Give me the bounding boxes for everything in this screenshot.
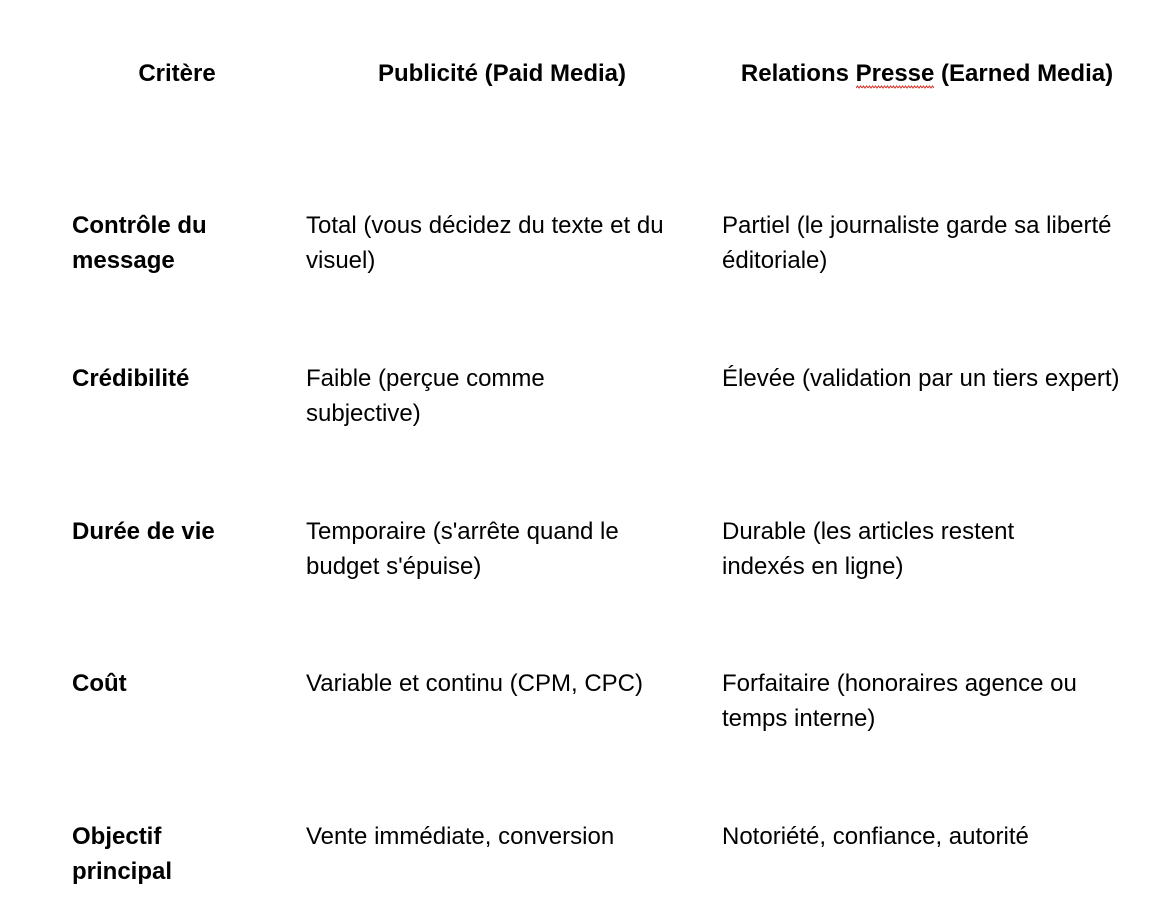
header-criterion: Critère bbox=[138, 60, 216, 87]
cell-earned-main-objective: Notoriété, confiance, autorité bbox=[722, 823, 1029, 850]
cell-earned-credibility: Élevée (validation par un tiers expert) bbox=[722, 365, 1120, 392]
row-label-credibility: Crédibilité bbox=[72, 365, 190, 392]
cell-paid-lifespan: Temporaire (s'arrête quand le budget s'épuise) bbox=[306, 518, 619, 580]
header-earned-media bbox=[722, 56, 1132, 91]
spellcheck-flagged-word[interactable]: Presse bbox=[855, 60, 935, 87]
header-earned-suffix: (Earned Media) bbox=[934, 60, 1114, 87]
header-paid-media: Publicité (Paid Media) bbox=[377, 60, 627, 87]
cell-paid-credibility: Faible (perçue comme subjective) bbox=[306, 365, 545, 427]
row-label-lifespan: Durée de vie bbox=[72, 518, 215, 545]
cell-paid-message-control: Total (vous décidez du texte et du visuel) bbox=[306, 212, 664, 274]
cell-paid-cost: Variable et continu (CPM, CPC) bbox=[306, 670, 644, 697]
cell-paid-main-objective: Vente immédiate, conversion bbox=[306, 823, 615, 850]
row-label-cost: Coût bbox=[72, 670, 127, 697]
header-earned-prefix: Relations bbox=[740, 60, 856, 87]
cell-earned-cost: Forfaitaire (honoraires agence ou temps interne) bbox=[722, 670, 1077, 732]
cell-earned-message-control: Partiel (le journaliste garde sa liberté éditoriale) bbox=[722, 212, 1112, 274]
row-label-message-control: Contrôle du message bbox=[72, 212, 207, 274]
row-label-main-objective: Objectif principal bbox=[72, 823, 173, 885]
cell-earned-lifespan: Durable (les articles restent indexés en ligne) bbox=[722, 518, 1015, 580]
